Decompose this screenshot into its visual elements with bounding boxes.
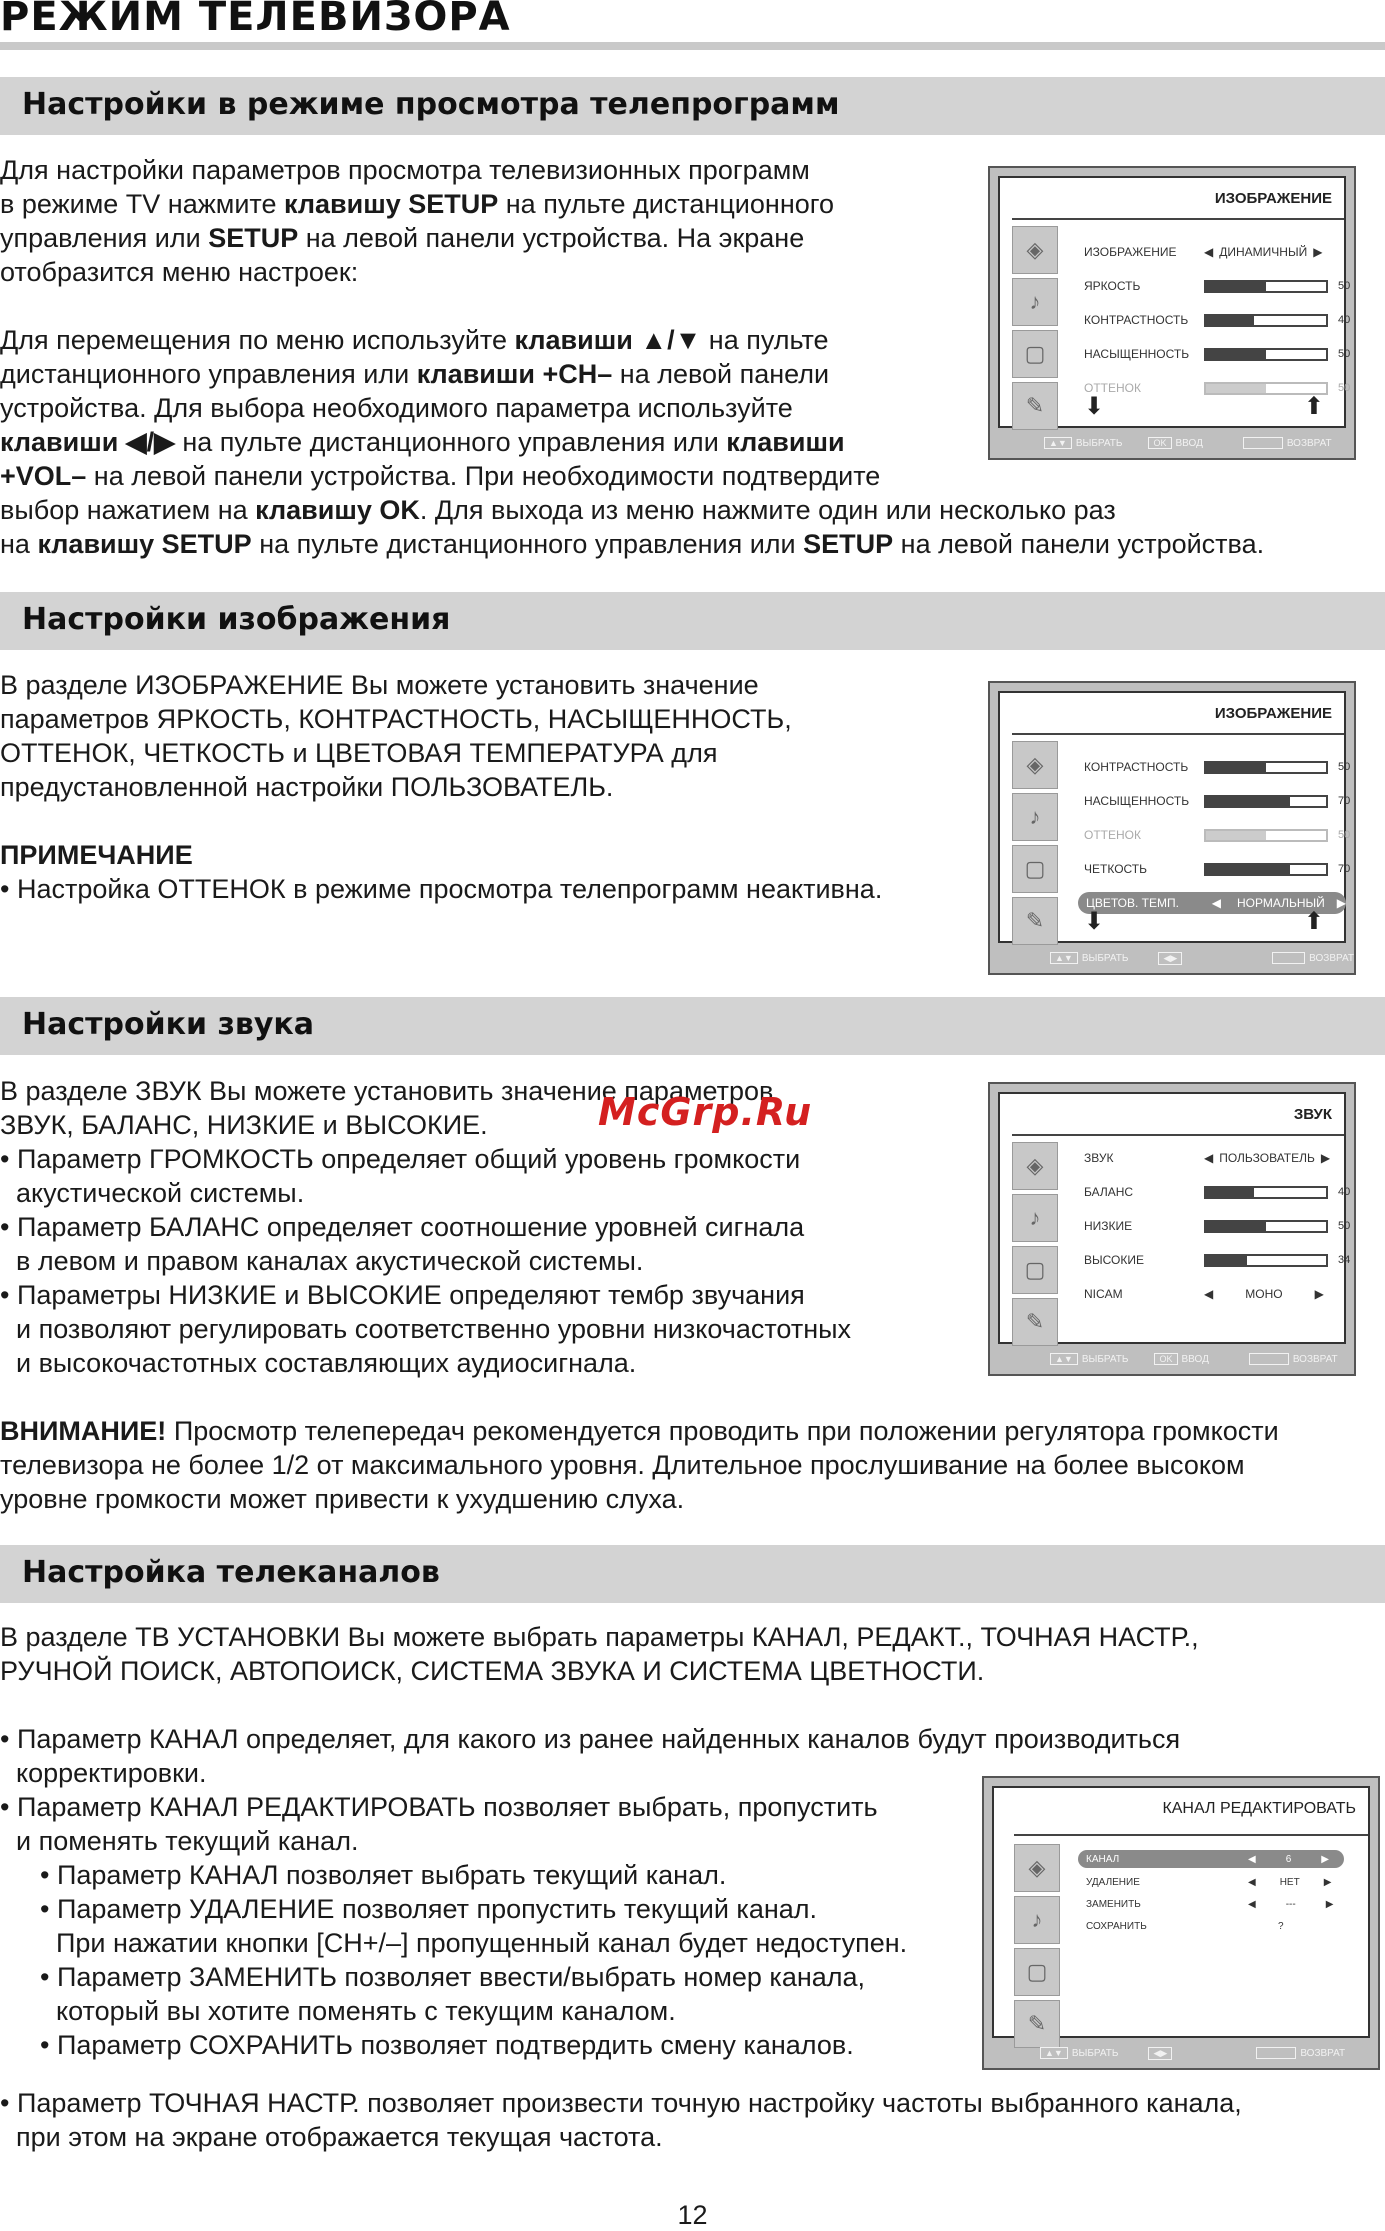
sec4-intro: В разделе ТВ УСТАНОВКИ Вы можете выбрать параметры КАНАЛ, РЕДАКТ., ТОЧНАЯ НАСТР., РУЧНОЙ ПОИСК, АВТОПОИСК, СИСТЕМА ЗВУКА И СИСТЕМА ЦВЕТНОСТИ. — [0, 1622, 1199, 1686]
osd-row-sharpness[interactable]: ЧЕТКОСТЬ 70 — [1084, 862, 1351, 876]
screen-icon: ▢ — [1014, 1948, 1060, 1996]
osd-footer: ▲▼ ВЫБРАТЬ ◀▶ ВОЗВРАТ — [990, 949, 1354, 967]
arrow-up-icon: ⬆ — [1303, 908, 1324, 935]
osd-sound-menu — [988, 1082, 1356, 1376]
osd-row-bass[interactable]: НИЗКИЕ 50 — [1084, 1219, 1351, 1233]
section-header-sound — [0, 997, 1385, 1055]
osd-row-tint: ОТТЕНОК 50 — [1084, 381, 1351, 395]
osd-title: ИЗОБРАЖЕНИЕ — [1214, 190, 1332, 207]
title-rule — [0, 42, 1385, 50]
osd-row-balance[interactable]: БАЛАНС 40 — [1084, 1185, 1351, 1199]
watermark: McGrp.Ru — [598, 1090, 813, 1134]
osd-row-saturation[interactable]: НАСЫЩЕННОСТЬ 70 — [1084, 794, 1351, 808]
picture-icon: ◈ — [1012, 1142, 1058, 1190]
osd-row-tint: ОТТЕНОК 50 — [1084, 828, 1351, 842]
page-number: 12 — [677, 2200, 708, 2230]
picture-icon: ◈ — [1012, 741, 1058, 789]
speaker-icon: ♪ — [1012, 278, 1058, 326]
osd-row-delete[interactable]: УДАЛЕНИЕ ◀ НЕТ ▶ — [1086, 1876, 1332, 1888]
picture-icon: ◈ — [1014, 1844, 1060, 1892]
page-title: РЕЖИМ ТЕЛЕВИЗОРА — [0, 0, 511, 40]
osd-row-saturation[interactable]: НАСЫЩЕННОСТЬ 50 — [1084, 347, 1351, 361]
osd-row-sound-mode[interactable]: ЗВУК ◀ ПОЛЬЗОВАТЕЛЬ ▶ — [1084, 1151, 1331, 1165]
section-header-tv-view — [0, 77, 1385, 135]
sound-warning: ВНИМАНИЕ! Просмотр телепередач рекомендуется проводить при положении регулятора громкости телевизора не более 1/2 от максимального уровня. Длительное прослушивание на более высоком уровне громкости может привести к ухудшению слуха. — [0, 1416, 1279, 1514]
section-title: Настройки в режиме просмотра телепрограмм — [22, 87, 840, 122]
osd-row-channel[interactable]: КАНАЛ ◀ 6 ▶ — [1078, 1850, 1344, 1868]
osd-title: ИЗОБРАЖЕНИЕ — [1214, 705, 1332, 722]
section-header-channels — [0, 1545, 1385, 1603]
section-title: Настройки изображения — [22, 602, 451, 637]
sec3-paragraph: В разделе ЗВУК Вы можете установить значение параметров ЗВУК, БАЛАНС, НИЗКИЕ и ВЫСОКИЕ. • Параметр ГРОМКОСТЬ определяет общий уровень громкости акустической системы. • Параметр БАЛАНС определяет соотношение уровней сигнала в левом и правом каналах акустической системы. • Параметры НИЗКИЕ и ВЫСОКИЕ определяют тембр звучания и позволяют регулировать соответственно уровни низкочастотных и высокочастотных составляющих аудиосигнала. — [0, 1076, 852, 1378]
osd-row-brightness[interactable]: ЯРКОСТЬ 50 — [1084, 279, 1351, 293]
osd-row-contrast[interactable]: КОНТРАСТНОСТЬ 40 — [1084, 313, 1351, 327]
speaker-icon: ♪ — [1014, 1896, 1060, 1944]
osd-row-treble[interactable]: ВЫСОКИЕ 34 — [1084, 1253, 1351, 1267]
osd-row-save[interactable]: СОХРАНИТЬ ? — [1086, 1920, 1284, 1932]
osd-picture-menu — [988, 166, 1356, 460]
picture-icon: ◈ — [1012, 226, 1058, 274]
osd-footer: ▲▼ ВЫБРАТЬ ◀▶ ВОЗВРАТ — [984, 2044, 1378, 2062]
wrench-icon: ✎ — [1012, 897, 1058, 945]
wrench-icon: ✎ — [1012, 382, 1058, 430]
wrench-icon: ✎ — [1012, 1298, 1058, 1346]
osd-row-nicam[interactable]: NICAM ◀ МОНО ▶ — [1084, 1287, 1324, 1301]
screen-icon: ▢ — [1012, 1246, 1058, 1294]
screen-icon: ▢ — [1012, 330, 1058, 378]
osd-title: КАНАЛ РЕДАКТИРОВАТЬ — [1162, 1800, 1356, 1817]
section-title: Настройка телеканалов — [22, 1555, 440, 1590]
osd-picture-user-menu — [988, 681, 1356, 975]
sec4-bullets: • Параметр КАНАЛ определяет, для какого из ранее найденных каналов будут производиться корректировки. • Параметр КАНАЛ РЕДАКТИРОВАТЬ позволяет выбрать, пропустить и поменять текущий канал. • Параметр КАНАЛ позволяет выбрать текущий канал. • Параметр УДАЛЕНИЕ позволяет пропустить текущий канал. При нажатии кнопки [CH+/–] пропущенный канал будет недоступен. • Параметр ЗАМЕНИТЬ позволяет ввести/выбрать номер канала, который вы хотите поменять с текущим каналом. • Параметр СОХРАНИТЬ позволяет подтвердить смену каналов. — [0, 1724, 1181, 2060]
osd-footer: ▲▼ ВЫБРАТЬ OK ВВОД ВОЗВРАТ — [990, 1350, 1354, 1368]
osd-row-color-temp[interactable]: ЦВЕТОВ. ТЕМП. ◀ НОРМАЛЬНЫЙ ▶ — [1078, 892, 1346, 914]
speaker-icon: ♪ — [1012, 1194, 1058, 1242]
sec2-paragraph: В разделе ИЗОБРАЖЕНИЕ Вы можете установить значение параметров ЯРКОСТЬ, КОНТРАСТНОСТЬ, НАСЫЩЕННОСТЬ, ОТТЕНОК, ЧЕТКОСТЬ и ЦВЕТОВАЯ ТЕМПЕРАТУРА для предустановленной настройки ПОЛЬЗОВАТЕЛЬ. ПРИМЕЧАНИЕ • Настройка ОТТЕНОК в режиме просмотра телепрограмм неактивна. — [0, 670, 883, 904]
sec1-paragraph-1: Для настройки параметров просмотра телевизионных программ в режиме TV нажмите клавишу SETUP на пульте дистанционного управления или SETUP на левой панели устройства. На экране отобразится меню настроек: — [0, 155, 835, 287]
osd-row-contrast[interactable]: КОНТРАСТНОСТЬ 50 — [1084, 760, 1351, 774]
section-header-picture — [0, 592, 1385, 650]
sec4-fine-tune: • Параметр ТОЧНАЯ НАСТР. позволяет произвести точную настройку частоты выбранного канала, при этом на экране отображается текущая частота. — [0, 2088, 1242, 2152]
osd-channel-edit-menu — [982, 1776, 1380, 2070]
wrench-icon: ✎ — [1014, 2000, 1060, 2048]
arrow-down-icon: ⬇ — [1084, 393, 1105, 420]
osd-title: ЗВУК — [1293, 1106, 1332, 1123]
sec1-paragraph-2: Для перемещения по меню используйте клавиши ▲/▼ на пульте дистанционного управления или клавиши +CH– на левой панели устройства. Для выбора необходимого параметра используйте клавиши ◀/▶ на пульте дистанционного управления или клавиши +VOL– на левой панели устройства. При необходимости подтвердите выбор нажатием на клавишу OK. Для выхода из меню нажмите один или несколько раз на клавишу SETUP на пульте дистанционного управления или SETUP на левой панели устройства. — [0, 325, 1265, 559]
section-title: Настройки звука — [22, 1007, 315, 1042]
arrow-up-icon: ⬆ — [1303, 393, 1324, 420]
arrow-down-icon: ⬇ — [1084, 908, 1105, 935]
screen-icon: ▢ — [1012, 845, 1058, 893]
osd-row-replace[interactable]: ЗАМЕНИТЬ ◀ --- ▶ — [1086, 1898, 1334, 1910]
osd-row-picture-mode[interactable]: ИЗОБРАЖЕНИЕ ◀ ДИНАМИЧНЫЙ ▶ — [1084, 245, 1323, 259]
osd-footer: ▲▼ ВЫБРАТЬ OK ВВОД ВОЗВРАТ — [990, 434, 1354, 452]
speaker-icon: ♪ — [1012, 793, 1058, 841]
